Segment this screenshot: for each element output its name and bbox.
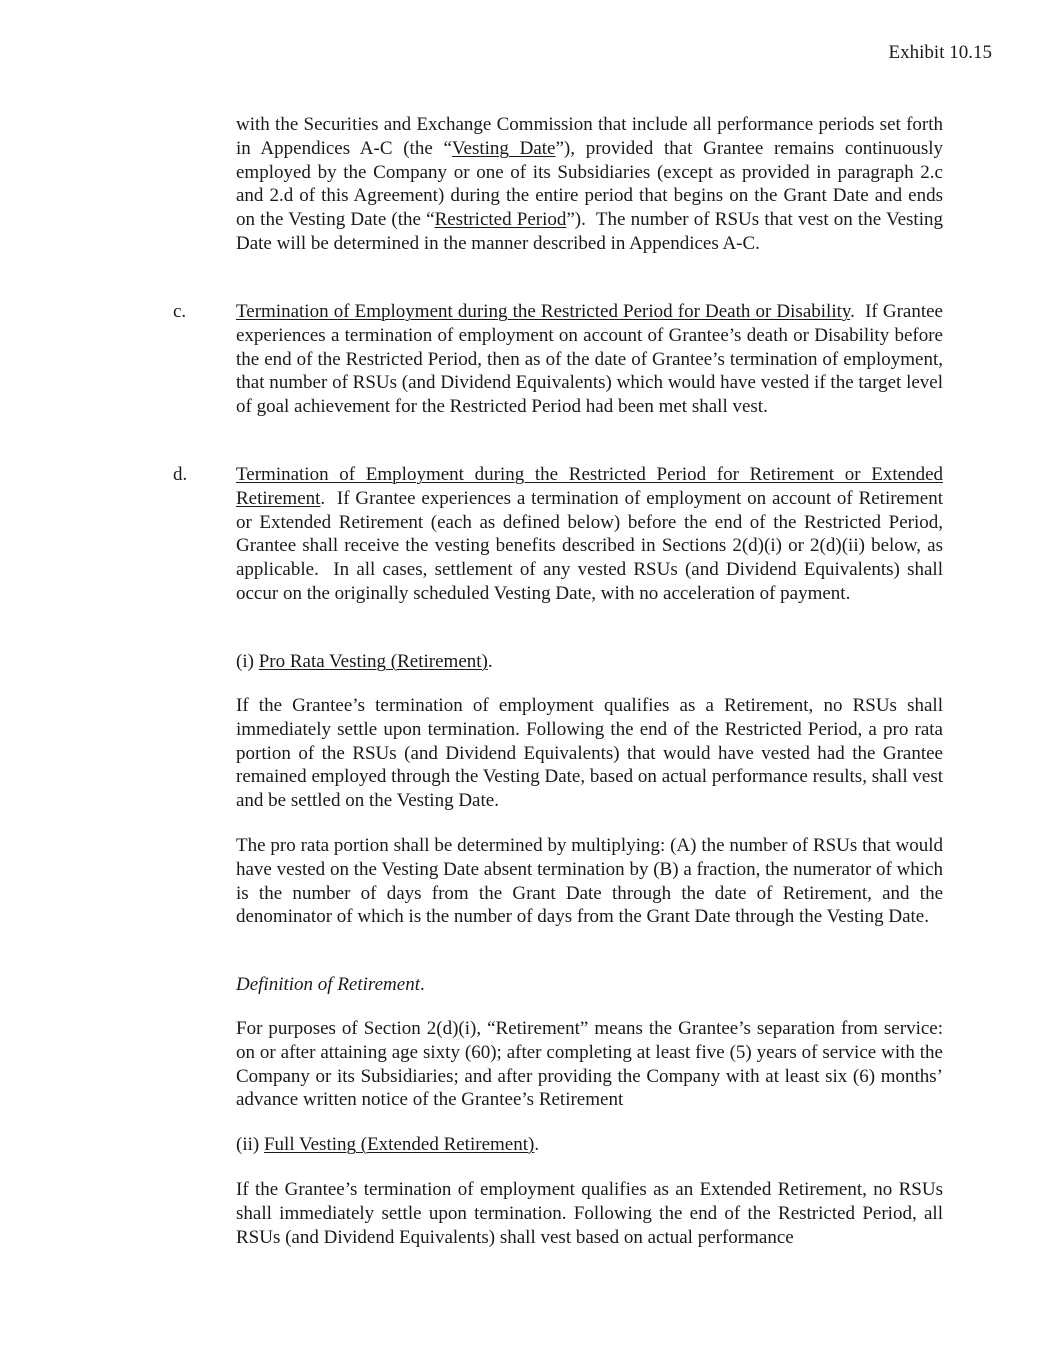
subsection-i-paragraph-2: The pro rata portion shall be determined by multiplying: (A) the number of RSUs that would have vested on the Vesting Date absent termination by (B) a fraction, the numerator of which is the number of days from the Grant Date through the date of Retirement, and the denominator of which is the number of days from the Grant Date through the Vesting Date. [236, 835, 943, 928]
subsection-i-prefix: (i) [236, 651, 259, 672]
subsection-i-paragraph-1: If the Grantee’s termination of employment qualifies as a Retirement, no RSUs shall immediately settle upon termination. Following the end of the Restricted Period, a pro rata portion of the RSUs (and Dividend Equivalents) that would have vested had the Grantee remained employed through the Vesting Date, based on actual performance results, shall vest and be settled on the Vesting Date. [236, 695, 943, 812]
definition-heading-suffix: . [419, 974, 425, 995]
intro-paragraph [236, 113, 943, 256]
section-d-body: . If Grantee experiences a termination of employment on account of Retirement or Extended Retirement (each as defined below) before the end of the Restricted Period, Grantee shall receive the vesting benefits described in Sections 2(d)(i) or 2(d)(ii) below, as applicable. In all cases, settlement of any vested RSUs (and Dividend Equivalents) shall occur on the originally scheduled Vesting Date, with no acceleration of payment. [236, 487, 943, 604]
intro-text-2: ”), provided that Grantee remains continuously employed by the Company or one of its Subsidiaries (except as provided in paragraph 2.c and 2.d of this Agreement) during the entire period that begins on the Grant Date and ends on the Vesting Date (the “ [236, 137, 943, 231]
section-d-marker: d. [173, 464, 188, 485]
section-d-paragraph [236, 463, 943, 606]
section-c-marker: c. [173, 301, 187, 322]
definition-heading-text: Definition of Retirement [236, 974, 420, 995]
section-c-body: . If Grantee experiences a termination of employment on account of Grantee’s death or Disability before the end of the Restricted Period, then as of the date of Grantee’s termination of employment, that number of RSUs (and Dividend Equivalents) which would have vested if the target level of goal achievement for the Restricted Period had been met shall vest. [236, 301, 943, 418]
subsection-i-heading [236, 650, 943, 674]
section-c-paragraph [236, 300, 943, 419]
intro-text-3: ”). The number of RSUs that vest on the Vesting Date will be determined in the manner described in Appendices A-C. [236, 209, 943, 254]
section-c-heading: Termination of Employment during the Restricted Period for Death or Disability [236, 301, 851, 322]
intro-text-1: with the Securities and Exchange Commission that include all performance periods set forth in Appendices A-C (the “ [236, 114, 943, 159]
subsection-ii-suffix: . [534, 1134, 540, 1155]
subsection-ii-heading [236, 1133, 943, 1157]
exhibit-label: Exhibit 10.15 [888, 42, 992, 63]
definition-paragraph: For purposes of Section 2(d)(i), “Retirement” means the Grantee’s separation from service: on or after attaining age sixty (60); after completing at least five (5) years of service with the Company or its Subsidiaries; and after providing the Company with at least six (6) months’ advance written notice of the Grantee’s Retirement [236, 1018, 943, 1111]
subsection-ii-paragraph-1: If the Grantee’s termination of employment qualifies as an Extended Retirement, no RSUs shall immediately settle upon termination. Following the end of the Restricted Period, all RSUs (and Dividend Equivalents) shall vest based on actual performance [236, 1179, 943, 1248]
subsection-ii-prefix: (ii) [236, 1134, 264, 1155]
subsection-i-title: Pro Rata Vesting (Retirement) [258, 651, 488, 672]
subsection-ii-title: Full Vesting (Extended Retirement) [263, 1134, 535, 1155]
subsection-i-suffix: . [487, 651, 493, 672]
section-d-heading: Termination of Employment during the Restricted Period for Retirement or Extended Retirement [236, 464, 943, 509]
vesting-date-term: Vesting Date [451, 137, 556, 159]
definition-heading [236, 973, 943, 997]
restricted-period-term: Restricted Period [434, 209, 567, 231]
